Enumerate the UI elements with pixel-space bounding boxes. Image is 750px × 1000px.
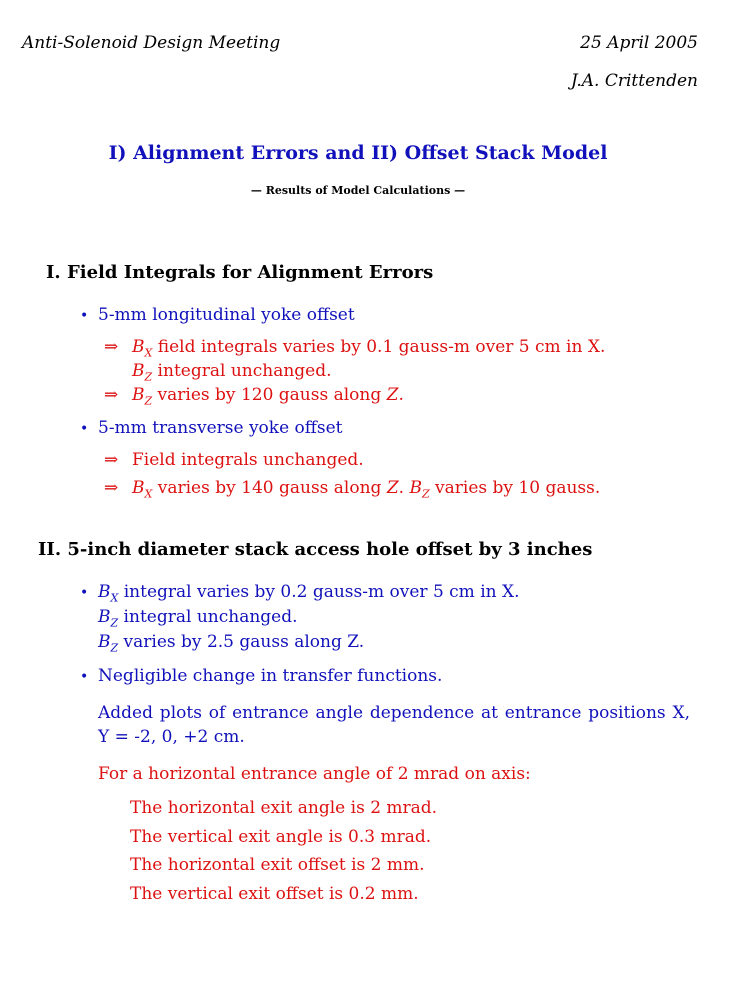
subscript: Z (110, 641, 119, 655)
subscript: X (110, 591, 119, 605)
page-title: I) Alignment Errors and II) Offset Stack Model (108, 142, 608, 164)
z-variable: Z (386, 478, 399, 498)
s1-b2-line-1-text: Field integrals unchanged. (132, 450, 364, 470)
meeting-date: 25 April 2005 (580, 33, 698, 53)
period: . (398, 478, 410, 498)
bx-symbol: B (132, 478, 145, 498)
bx-symbol: B (98, 582, 111, 602)
s1-b2-line-2-end: varies by 10 gauss. (429, 478, 601, 498)
bx-symbol: B (132, 337, 145, 357)
subscript: X (144, 487, 153, 501)
implies-arrow-icon: ⇒ (104, 450, 119, 470)
implies-arrow-icon: ⇒ (104, 385, 119, 405)
s2-bullet-2 (80, 664, 442, 689)
bz-symbol: B (132, 385, 145, 405)
bz-symbol: B (98, 632, 111, 652)
subscript: Z (144, 394, 153, 408)
s1-b2-line-2-text: varies by 140 gauss along (152, 478, 387, 498)
s1-bullet-1-label: 5-mm longitudinal yoke offset (98, 305, 355, 325)
result-line: The vertical exit angle is 0.3 mrad. (130, 827, 432, 847)
bz-symbol: B (409, 478, 422, 498)
s2-b2-intro: For a horizontal entrance angle of 2 mrad on axis: (98, 764, 531, 784)
s2-b2-paragraph: Added plots of entrance angle dependence at entrance positions X, Y = -2, 0, +2 cm. (98, 703, 690, 747)
subscript: X (144, 346, 153, 360)
result-line: The vertical exit offset is 0.2 mm. (130, 884, 419, 904)
s2-bullet-2-label: Negligible change in transfer functions. (98, 666, 443, 686)
implies-arrow-icon: ⇒ (104, 478, 119, 498)
s2-b1-line-2-text: integral unchanged. (118, 607, 298, 627)
bullet-icon: • (80, 421, 89, 437)
bz-symbol: B (132, 361, 145, 381)
bullet-icon: • (80, 669, 89, 685)
bz-symbol: B (98, 607, 111, 627)
z-variable: Z (386, 385, 399, 405)
s1-b1-line-1-text: field integrals varies by 0.1 gauss-m over 5 cm in X. (152, 337, 606, 357)
s1-b1-line-3 (104, 383, 404, 413)
s1-b1-line-3-text: varies by 120 gauss along (152, 385, 387, 405)
s1-b2-line-1 (104, 448, 364, 472)
subscript: Z (421, 487, 430, 501)
result-line: The horizontal exit offset is 2 mm. (130, 855, 425, 875)
subscript: Z (144, 370, 153, 384)
section-2-heading: II. 5-inch diameter stack access hole offset by 3 inches (38, 539, 593, 560)
s2-b1-line-3-text: varies by 2.5 gauss along Z. (118, 632, 365, 652)
bullet-icon: • (80, 308, 89, 324)
period: . (398, 385, 404, 405)
section-1-heading: I. Field Integrals for Alignment Errors (46, 262, 434, 283)
meeting-name: Anti-Solenoid Design Meeting (22, 33, 281, 53)
s1-b1-line-2-text: integral unchanged. (152, 361, 332, 381)
page-subtitle: — Results of Model Calculations — (250, 184, 466, 197)
s2-b1-line-1-text: integral varies by 0.2 gauss-m over 5 cm in X. (118, 582, 520, 602)
author: J.A. Crittenden (570, 71, 698, 91)
s1-bullet-2-label: 5-mm transverse yoke offset (98, 418, 343, 438)
s1-b2-line-2 (104, 476, 600, 506)
s1-bullet-1 (80, 303, 355, 328)
result-line: The horizontal exit angle is 2 mrad. (130, 798, 438, 818)
s1-bullet-2 (80, 416, 342, 441)
implies-arrow-icon: ⇒ (104, 337, 119, 357)
bullet-icon: • (80, 585, 89, 601)
s2-b1-line-3 (98, 630, 364, 660)
subscript: Z (110, 616, 119, 630)
